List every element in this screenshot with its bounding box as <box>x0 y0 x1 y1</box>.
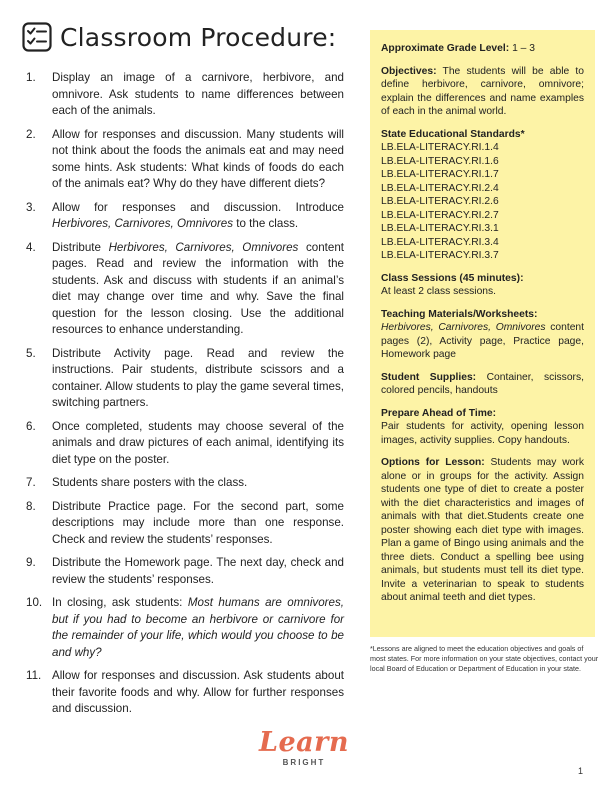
standard-code: LB.ELA-LITERACY.RI.3.4 <box>381 236 499 248</box>
step-number: 1. <box>26 71 36 84</box>
teaching-materials: Teaching Materials/Worksheets: Herbivores, Carnivores, Omnivores content pages (2), Activity page, Practice page, Homework page <box>381 308 585 360</box>
objectives: Objectives: The students will be able to define herbivore, carnivore, omnivore; explain the differences and name examples of each in the animal world. <box>381 65 584 117</box>
procedure-step <box>26 668 344 718</box>
procedure-step <box>26 346 344 412</box>
standard-code: LB.ELA-LITERACY.RI.3.7 <box>381 250 499 261</box>
step-text: Allow for responses and discussion. Ask students about their favorite foods and why. Allow for further responses and discussion. <box>52 669 344 715</box>
standard-code: LB.ELA-LITERACY.RI.2.6 <box>381 196 499 207</box>
procedure-step <box>26 200 344 233</box>
step-text: Once completed, students may choose several of the animals and draw pictures of each animal, identifying its diet type on the poster. <box>52 419 344 466</box>
procedure-step <box>26 555 344 588</box>
grade-level: Approximate Grade Level: 1 – 3 <box>381 43 535 54</box>
step-number: 11. <box>26 669 42 682</box>
step-number: 10. <box>26 596 43 609</box>
logo-subtitle: BRIGHT <box>282 758 326 767</box>
step-number: 6. <box>26 419 36 433</box>
procedure-step <box>26 499 344 549</box>
step-number: 3. <box>26 200 36 214</box>
step-text: Distribute Practice page. For the second part, some descriptions may include more than one response. Check and review the students’ responses. <box>52 499 344 546</box>
procedure-step <box>26 595 344 661</box>
step-text: Students share posters with the class. <box>52 476 248 489</box>
step-number: 7. <box>26 476 36 489</box>
step-number: 5. <box>26 346 36 360</box>
learn-bright-logo <box>254 728 354 768</box>
procedure-step <box>26 475 344 492</box>
procedure-step <box>26 240 344 339</box>
class-sessions: Class Sessions (45 minutes): At least 2 class sessions. <box>381 272 524 297</box>
lesson-options: Options for Lesson: Students may work alone or in groups for the activity. Assign students one type of diet to create a poster with the diet characteristics and images of animals with that diet.Students create one poster showing each diet type with images. Plan a game of Bingo using animals and the three diets. Conduct a spelling bee using animals, but students must tell its diet type. Invite a veterinarian to speak to students about animal teeth and diet types. <box>381 457 584 603</box>
step-text: Allow for responses and discussion. Introduce Herbivores, Carnivores, Omnivores to the class. <box>52 200 344 230</box>
checklist-icon <box>22 22 52 52</box>
step-number: 2. <box>26 127 36 141</box>
step-number: 8. <box>26 499 36 513</box>
student-supplies: Student Supplies: Container, scissors, colored pencils, handouts <box>381 371 584 396</box>
procedure-step <box>26 419 344 469</box>
standard-code: LB.ELA-LITERACY.RI.2.4 <box>381 182 499 194</box>
state-standards: State Educational Standards* LB.ELA-LITERACY.RI.1.4 LB.ELA-LITERACY.RI.1.6 LB.ELA-LITERACY.RI.1.7 LB.ELA-LITERACY.RI.2.4 LB.ELA-LITERACY.RI.2.6 LB.ELA-LITERACY.RI.2.7 LB.ELA-LITERACY.RI.3.1 LB.ELA-LITERACY.RI.3.4 LB.ELA-LITERACY.RI.3.7 <box>381 128 584 263</box>
procedure-list <box>26 70 344 725</box>
prepare-ahead: Prepare Ahead of Time: Pair students for activity, opening lesson images, activity supplies. Copy handouts. <box>381 407 584 446</box>
standard-code: LB.ELA-LITERACY.RI.1.6 <box>381 155 499 167</box>
step-number: 9. <box>26 556 36 569</box>
page-header <box>22 22 336 52</box>
standard-code: LB.ELA-LITERACY.RI.1.7 <box>381 169 499 180</box>
page-title: Classroom Procedure: <box>60 22 337 52</box>
standard-code: LB.ELA-LITERACY.RI.1.4 <box>381 142 499 153</box>
lesson-info-panel <box>370 30 595 637</box>
step-text: In closing, ask students: Most humans are omnivores, but if you had to become an herbivore or carnivore for the remainder of your life, which would you choose to be and why? <box>52 596 344 659</box>
logo-word: Learn <box>258 727 349 758</box>
standards-footnote: *Lessons are aligned to meet the education objectives and goals of most states. For more information on your state objectives, contact your local Board of Education or Department of Education in your state. <box>370 644 599 673</box>
procedure-step <box>26 127 344 193</box>
step-text: Allow for responses and discussion. Many students will not think about the foods the animals eat and may need some hints. Ask students: What kinds of foods do each of the animals eat? Why do they have different diets? <box>52 127 344 190</box>
step-text: Distribute Herbivores, Carnivores, Omnivores content pages. Read and review the information with the students. Ask and discuss with students if an animal’s diet may change over time and why. Save the final question for the lesson closing. Use the additional resources to enhance understanding. <box>52 240 344 336</box>
step-number: 4. <box>26 240 36 254</box>
step-text: Distribute the Homework page. The next day, check and review the students’ responses. <box>52 556 344 586</box>
standard-code: LB.ELA-LITERACY.RI.3.1 <box>381 223 499 234</box>
page-number: 1 <box>578 766 584 776</box>
standard-code: LB.ELA-LITERACY.RI.2.7 <box>381 209 499 221</box>
procedure-step <box>26 70 344 120</box>
step-text: Distribute Activity page. Read and review the instructions. Pair students, distribute scissors and a container. Allow students to play the game several times, switching partners. <box>52 346 344 409</box>
step-text: Display an image of a carnivore, herbivore, and omnivore. Ask students to name differences between each of the animals. <box>52 71 344 117</box>
